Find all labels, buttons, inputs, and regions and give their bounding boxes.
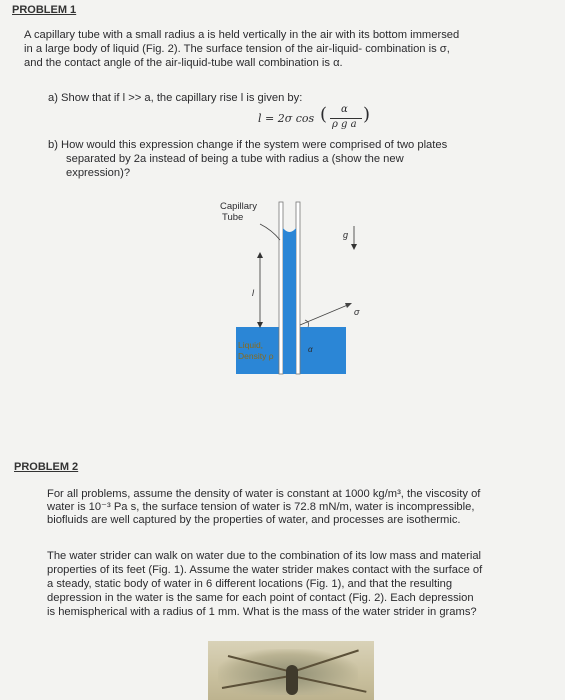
angle-label: α xyxy=(308,345,313,354)
problem-1-intro-line-2: in a large body of liquid (Fig. 2). The surface tension of the air-liquid- combination is σ, xyxy=(24,43,450,55)
problem-2-para1-line-3: biofluids are well captured by the properties of water, and processes are isothermic. xyxy=(47,514,461,526)
problem-2-para2-line-3: a steady, static body of water in 6 different locations (Fig. 1), and that the resulting xyxy=(47,578,453,590)
formula-paren-right: ) xyxy=(363,104,371,125)
problem-2-para2-line-1: The water strider can walk on water due to the combination of its low mass and material xyxy=(47,550,482,562)
part-a-text: a) Show that if l >> a, the capillary rise l is given by: xyxy=(48,92,303,104)
problem-2-title: PROBLEM 2 xyxy=(14,461,79,473)
problem-2-para2-line-2: properties of its feet (Fig. 1). Assume the water strider makes contact with the surface of xyxy=(47,564,483,576)
problem-2-para1-line-1: For all problems, assume the density of water is constant at 1000 kg/m³, the viscosity of xyxy=(47,488,481,500)
formula-numerator: α xyxy=(341,104,348,115)
formula-denominator: ρ g a xyxy=(332,119,357,130)
part-b-line-2: separated by 2a instead of being a tube with radius a (show the new xyxy=(66,153,404,165)
liquid-column xyxy=(283,228,296,374)
water-strider-photo xyxy=(208,641,374,700)
problem-2-para2-line-4: depression in the water is the same for each point of contact (Fig. 2). Each depression xyxy=(47,592,474,604)
problem-2-para2-line-5: is hemispherical with a radius of 1 mm. What is the mass of the water strider in grams? xyxy=(47,606,477,618)
gravity-label: g xyxy=(343,230,349,240)
problem-1-title: PROBLEM 1 xyxy=(12,4,77,16)
liquid-label-line-1: Liquid, xyxy=(238,340,264,350)
tube-label-line-2: Tube xyxy=(222,212,244,223)
formula-lhs: l = 2σ cos xyxy=(258,112,315,125)
height-label: l xyxy=(252,288,254,298)
tube-label-pointer xyxy=(260,224,280,240)
tube-label-line-1: Capillary xyxy=(220,201,257,212)
contact-angle-arc xyxy=(305,320,309,327)
tube-wall-left xyxy=(279,202,283,374)
liquid-label-line-2: Density ρ xyxy=(238,351,274,361)
formula-paren-left: ( xyxy=(320,104,328,125)
part-b-line-1: b) How would this expression change if the system were comprised of two plates xyxy=(48,139,448,151)
tension-label: σ xyxy=(354,307,360,317)
problem-1-intro-line-3: and the contact angle of the air-liquid-tube wall combination is α. xyxy=(24,57,343,69)
part-b-line-3: expression)? xyxy=(66,167,131,179)
problem-2-para1-line-2: water is 10⁻³ Pa s, the surface tension of water is 72.8 mN/m, water is incompressible, xyxy=(47,501,475,513)
problem-1-intro-line-1: A capillary tube with a small radius a is held vertically in the air with its bottom immersed xyxy=(24,29,460,41)
tube-wall-right xyxy=(296,202,300,374)
